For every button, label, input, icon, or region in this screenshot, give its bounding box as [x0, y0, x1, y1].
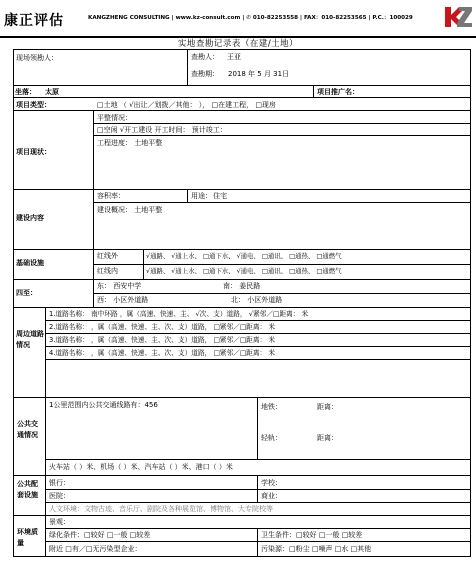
light-rail-label: 轻轨：	[261, 434, 282, 442]
nearby-pollution-enterprise: 附近 □有／□无污染型企业：	[49, 545, 142, 553]
surveyor-value: 王亚	[227, 53, 241, 61]
letterhead	[0, 0, 476, 36]
hospital-label: 医院：	[49, 492, 70, 500]
location-value: 太原	[45, 88, 59, 96]
transport-hubs: 火车站（ ）米、机场（ ）米、汽车站（ ）米、港口（ ）米	[49, 463, 233, 471]
road-2: 2.道路名称： ，属（高速、快速、主、次、支）道路， □紧邻／□距离： 米	[49, 323, 276, 331]
status-progress: 工程进度： 土地平整	[97, 139, 163, 147]
infra-outside: √通路、 √通上水、 □通下水、 √通电、 □通讯、 □通热、 □通燃气	[146, 252, 342, 260]
west-boundary: 西： 小区外道路	[97, 296, 149, 304]
road-1: 1.道路名称： 南中环路 ，属（高速、快速、主、 √次、支）道路， √紧邻／□距离： 米	[49, 310, 309, 318]
use-label: 用途：	[191, 192, 212, 200]
light-rail-distance-label: 距离：	[317, 434, 338, 442]
road-3: 3.道路名称： ，属（高速、快速、主、次、支）道路， □紧邻／□距离： 米	[49, 336, 276, 344]
subway-label: 地铁：	[261, 403, 282, 411]
survey-date-value: 2018 年 5 月 31日	[228, 70, 290, 78]
infra-inside: √通路、 √通上水、 □通下水、 √通电、 □通讯、 □通热、 □通燃气	[146, 267, 342, 275]
infra-label: 基础设施	[16, 259, 44, 267]
transit-value: 1公里范围内公共交通线路有：456	[49, 401, 158, 409]
school-label: 学校：	[261, 479, 282, 487]
landscape-label: 景观：	[49, 518, 70, 526]
pollution-source: 污染源：□粉尘 □噪声 □水 □其他	[261, 545, 372, 553]
redline-out-label: 红线外	[97, 252, 118, 260]
redline-in-label: 红线内	[97, 267, 118, 275]
roads-label: 周边道路情况	[16, 330, 44, 349]
status-construction: □空闲 √开工建设 开工时间： 预计竣工：	[97, 126, 227, 134]
surveyor-label: 查勘人：	[191, 53, 219, 61]
commerce-label: 商业：	[261, 492, 282, 500]
survey-form	[13, 49, 471, 557]
surveyed-by-label: 现场领勘人：	[16, 54, 58, 62]
boundaries-label: 四至：	[16, 289, 37, 297]
build-status: 建设概况： 土地平整	[97, 206, 163, 214]
project-name-label: 项目推广名：	[317, 88, 359, 96]
north-boundary: 北： 小区外道路	[231, 296, 283, 304]
use-value: 住宅	[213, 192, 227, 200]
facilities-label: 公共配套设施	[17, 480, 38, 499]
environment-label: 环境质量	[17, 528, 38, 547]
page-title: 实地查勘记录表（在建/土地）	[177, 39, 299, 49]
south-boundary: 南： 姜民路	[223, 282, 261, 290]
hygiene-condition: 卫生条件：□较好 □一般 □较差	[261, 531, 363, 539]
bank-label: 银行：	[49, 479, 70, 487]
kz-logo-icon	[443, 5, 473, 29]
transit-label: 公共交通情况	[17, 420, 38, 439]
road-4: 4.道路名称： ，属（高速、快速、主、次、支）道路， □紧邻／□距离： 米	[49, 349, 276, 357]
greening-condition: 绿化条件：□较好 □一般 □较差	[49, 531, 151, 539]
status-leveling: 平整情况：	[97, 114, 132, 122]
culture-environment: 人文环境：文物古迹、音乐厅、剧院及各种展览馆、博物馆、大专院校等	[49, 505, 273, 513]
plot-ratio-label: 容积率：	[97, 192, 125, 200]
project-status-label: 项目现状：	[16, 148, 51, 156]
project-type-value: □土地 （ √出让／划拨／其他： ）， □在建工程， □现房	[97, 101, 276, 109]
contact-info: KANGZHENG CONSULTING | www.kz-consult.com | ✆ 010-82253558 | FAX：010-82253565 | P.C.：100029	[88, 15, 413, 21]
company-logo: 康正评估	[4, 13, 64, 29]
east-boundary: 东： 西安中学	[97, 282, 142, 290]
project-type-label: 项目类型：	[16, 101, 51, 109]
content-label: 建设内容	[16, 214, 44, 222]
subway-distance-label: 距离：	[317, 403, 338, 411]
survey-date-label: 查勘期：	[191, 70, 219, 78]
location-label: 坐落：	[15, 88, 36, 96]
